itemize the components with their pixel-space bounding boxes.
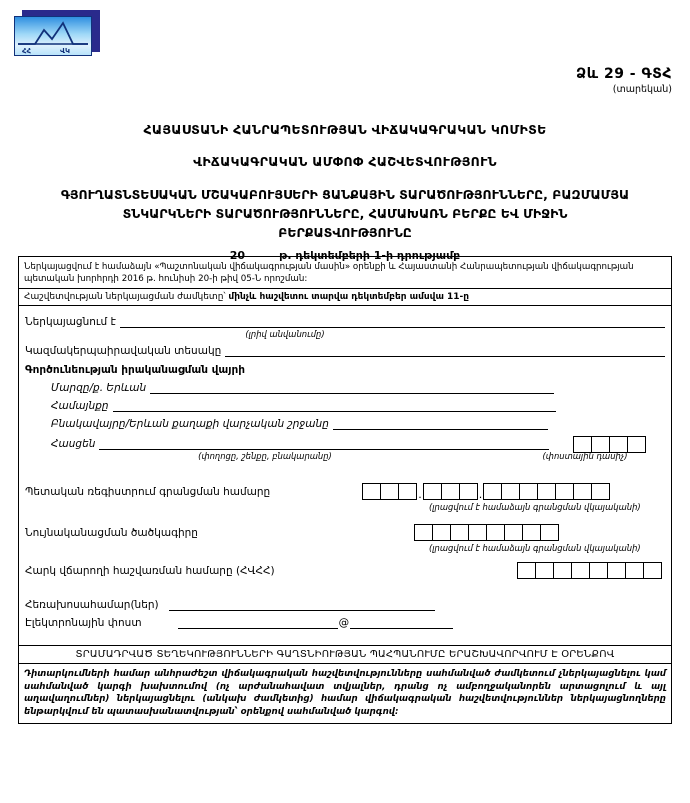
form-code-block: [576, 66, 672, 95]
tax-number-cell[interactable]: [517, 562, 536, 579]
address-label: Հասցեն: [51, 438, 96, 450]
page-header: [0, 0, 690, 110]
state-reg-cell[interactable]: [459, 483, 478, 500]
tax-number-cell[interactable]: [625, 562, 644, 579]
address-caption: (փողոցը, շենքը, բնակարանը): [198, 451, 332, 461]
state-reg-cell[interactable]: [555, 483, 574, 500]
tax-number-boxes[interactable]: [517, 562, 662, 579]
email-row: [25, 617, 665, 629]
deadline-value: մինչև հաշվետու տարվա դեկտեմբեր ամսվա 11-ը: [228, 292, 470, 302]
community-label: Համայնքը: [51, 400, 109, 412]
logo-face: [14, 16, 92, 56]
region-input[interactable]: [150, 383, 554, 394]
state-reg-group-2[interactable]: [423, 483, 478, 500]
ident-code-row: [25, 524, 665, 541]
state-reg-boxes[interactable]: [362, 483, 610, 500]
community-row: [25, 400, 665, 412]
tax-number-cell[interactable]: [607, 562, 626, 579]
state-reg-cell[interactable]: [380, 483, 399, 500]
state-reg-cell[interactable]: [573, 483, 592, 500]
address-row: [25, 436, 665, 450]
phone-row: [25, 599, 665, 611]
form-frame: [18, 256, 672, 724]
tax-number-cell[interactable]: [535, 562, 554, 579]
state-reg-cell[interactable]: [423, 483, 442, 500]
statistics-committee-logo: [14, 10, 100, 56]
form-fields-section: [19, 306, 671, 646]
ident-code-cell[interactable]: [540, 524, 559, 541]
organization-title: ՀԱՅԱՍՏԱՆԻ ՀԱՆՐԱՊԵՏՈՒԹՅԱՆ ՎԻՃԱԿԱԳՐԱԿԱՆ ԿՈՄԻՏԵ: [143, 122, 547, 137]
state-reg-group-3[interactable]: [483, 483, 610, 500]
spacer: [25, 629, 665, 637]
email-at-icon: @: [338, 617, 350, 629]
state-reg-cell[interactable]: [501, 483, 520, 500]
tax-number-cell[interactable]: [553, 562, 572, 579]
postal-caption: (փոստային դասիչ): [542, 451, 628, 461]
tax-number-cell[interactable]: [589, 562, 608, 579]
state-reg-cell[interactable]: [519, 483, 538, 500]
spacer: [25, 461, 665, 473]
ident-code-label: Նույնականացման ծածկագիրը: [25, 526, 198, 539]
state-reg-label: Պետական ռեգիստրում գրանցման համարը: [25, 485, 271, 498]
legal-form-label: Կազմակերպաիրավական տեսակը: [25, 345, 222, 357]
submitted-by-row: [25, 316, 665, 328]
ident-code-boxes[interactable]: [414, 524, 559, 541]
ident-code-cell[interactable]: [522, 524, 541, 541]
logo-text-left: ՀՀ: [22, 47, 32, 55]
email-domain-input[interactable]: [350, 618, 453, 629]
deadline-label: Հաշվետվության ներկայացման ժամկետը՝: [24, 292, 229, 302]
form-code: Ձև 29 - ԳՏՀ: [575, 66, 672, 82]
legal-form-row: [25, 345, 665, 357]
title-block: [0, 122, 690, 262]
submitted-by-label: Ներկայացնում է: [25, 316, 116, 328]
logo-text-right: ՎԿ: [60, 47, 70, 55]
state-reg-cell[interactable]: [441, 483, 460, 500]
tax-number-cell[interactable]: [643, 562, 662, 579]
ident-code-cell[interactable]: [486, 524, 505, 541]
community-input[interactable]: [113, 401, 556, 412]
report-subject-line-3: ԲԵՐՔԱՏՎՈՒԹՅՈՒՆԸ: [278, 225, 412, 240]
settlement-input[interactable]: [333, 419, 548, 430]
state-reg-cell[interactable]: [591, 483, 610, 500]
logo-chart-icon: [15, 17, 91, 55]
address-input[interactable]: [99, 439, 549, 450]
state-reg-cell[interactable]: [537, 483, 556, 500]
state-reg-cell[interactable]: [362, 483, 381, 500]
report-subject-line-1: ԳՅՈՒՂԱՏՆՏԵՍԱԿԱՆ ՄՇԱԿԱԲՈՒՅՍԵՐԻ ՑԱՆՔԱՅԻՆ ՏԱՐԱԾՈՒԹՅՈՒՆՆԵՐԸ, ԲԱԶՄԱՄՅԱ: [60, 187, 630, 202]
tax-number-cell[interactable]: [571, 562, 590, 579]
ident-code-cell[interactable]: [414, 524, 433, 541]
settlement-label: Բնակավայրը/Երևան քաղաքի վարչական շրջանը: [51, 418, 329, 430]
address-captions-row: [25, 451, 665, 461]
tax-number-label: Հարկ վճարողի հաշվառման համարը (ՀՎՀՀ): [25, 564, 275, 577]
tax-number-row: [25, 562, 665, 579]
state-reg-cell[interactable]: [483, 483, 502, 500]
date-year-prefix: 20: [229, 249, 246, 262]
region-row: [25, 382, 665, 394]
report-subject-line-2: ՏՆԿԱՐԿՆԵՐԻ ՏԱՐԱԾՈՒԹՅՈՒՆՆԵՐԸ, ՀԱՄԱԽԱՌՆ ԲԵՐՔԸ ԵՎ ՄԻՋԻՆ: [122, 206, 568, 221]
ident-code-cell[interactable]: [468, 524, 487, 541]
report-type-title: ՎԻՃԱԿԱԳՐԱԿԱՆ ԱՄՓՈՓ ՀԱՇՎԵՏՎՈՒԹՅՈՒՆ: [193, 154, 497, 169]
submission-deadline-note: [19, 289, 671, 306]
ident-code-cell[interactable]: [432, 524, 451, 541]
activity-place-label: Գործունեության իրականացման վայրի: [25, 364, 245, 376]
state-reg-separator: .: [478, 488, 483, 501]
form-period: (տարեկան): [612, 84, 672, 95]
state-reg-caption: (լրացվում է համաձայն գրանցման վկայականի): [429, 502, 641, 512]
state-reg-row: [25, 483, 665, 500]
submitted-by-caption: (լրիվ անվանումը): [245, 329, 325, 339]
state-reg-separator: .: [418, 488, 422, 501]
submitted-by-input[interactable]: [120, 317, 665, 328]
spacer: [25, 579, 665, 587]
confidentiality-warning-body: Դիտարկումների համար անհրաժեշտ վիճակագրական հաշվետվությունները սահմանված ժամկետում չներկայացնելու կամ սահմանված կարգի խախտումով (ոչ արժանահավատ տվյալներ, դրանց ոչ ամբողջականորեն արտացոլում և այլ աղավաղումներ) ներկայացնելու (անկախ ժամկետից) համար վիճակագրական հաշվետվություններ ներկայացնողները ենթարկվում են պատասխանատվության՝ օրենքով սահմանված կարգով:: [24, 669, 666, 717]
ident-code-cell[interactable]: [450, 524, 469, 541]
region-label: Մարզը/ք. Երևան: [51, 382, 147, 394]
state-reg-group-1[interactable]: [362, 483, 417, 500]
state-reg-cell[interactable]: [398, 483, 417, 500]
phone-label: Հեռախոսահամար(ներ): [25, 599, 159, 611]
date-suffix: թ. դեկտեմբերի 1-ի դրությամբ: [279, 249, 461, 262]
phone-input[interactable]: [169, 600, 435, 611]
legal-basis-note: Ներկայացվում է համաձայն «Պաշտոնական վիճակագրության մասին» օրենքի և Հայաստանի Հանրապետության վիճակագրության պետական խորհրդի 2016 թ. հունիսի 20-ի թիվ 05-Ն որոշման:: [19, 257, 671, 289]
email-user-input[interactable]: [178, 618, 338, 629]
settlement-row: [25, 418, 665, 430]
confidentiality-warning-title: ՏՐԱՄԱԴՐՎԱԾ ՏԵՂԵԿՈՒԹՅՈՒՆՆԵՐԻ ԳԱՂՏՆԻՈՒԹՅԱՆ ՊԱՀՊԱՆՈՒՄԸ ԵՐԱՇԽԱՎՈՐՎՈՒՄ Է ՕՐԵՆՔՈՎ: [19, 646, 671, 664]
legal-form-input[interactable]: [225, 346, 665, 357]
email-label: Էլեկտրոնային փոստ: [25, 617, 142, 629]
ident-code-caption: (լրացվում է համաձայն գրանցման վկայականի): [429, 543, 641, 553]
activity-place-header: [25, 364, 665, 376]
ident-code-cell[interactable]: [504, 524, 523, 541]
